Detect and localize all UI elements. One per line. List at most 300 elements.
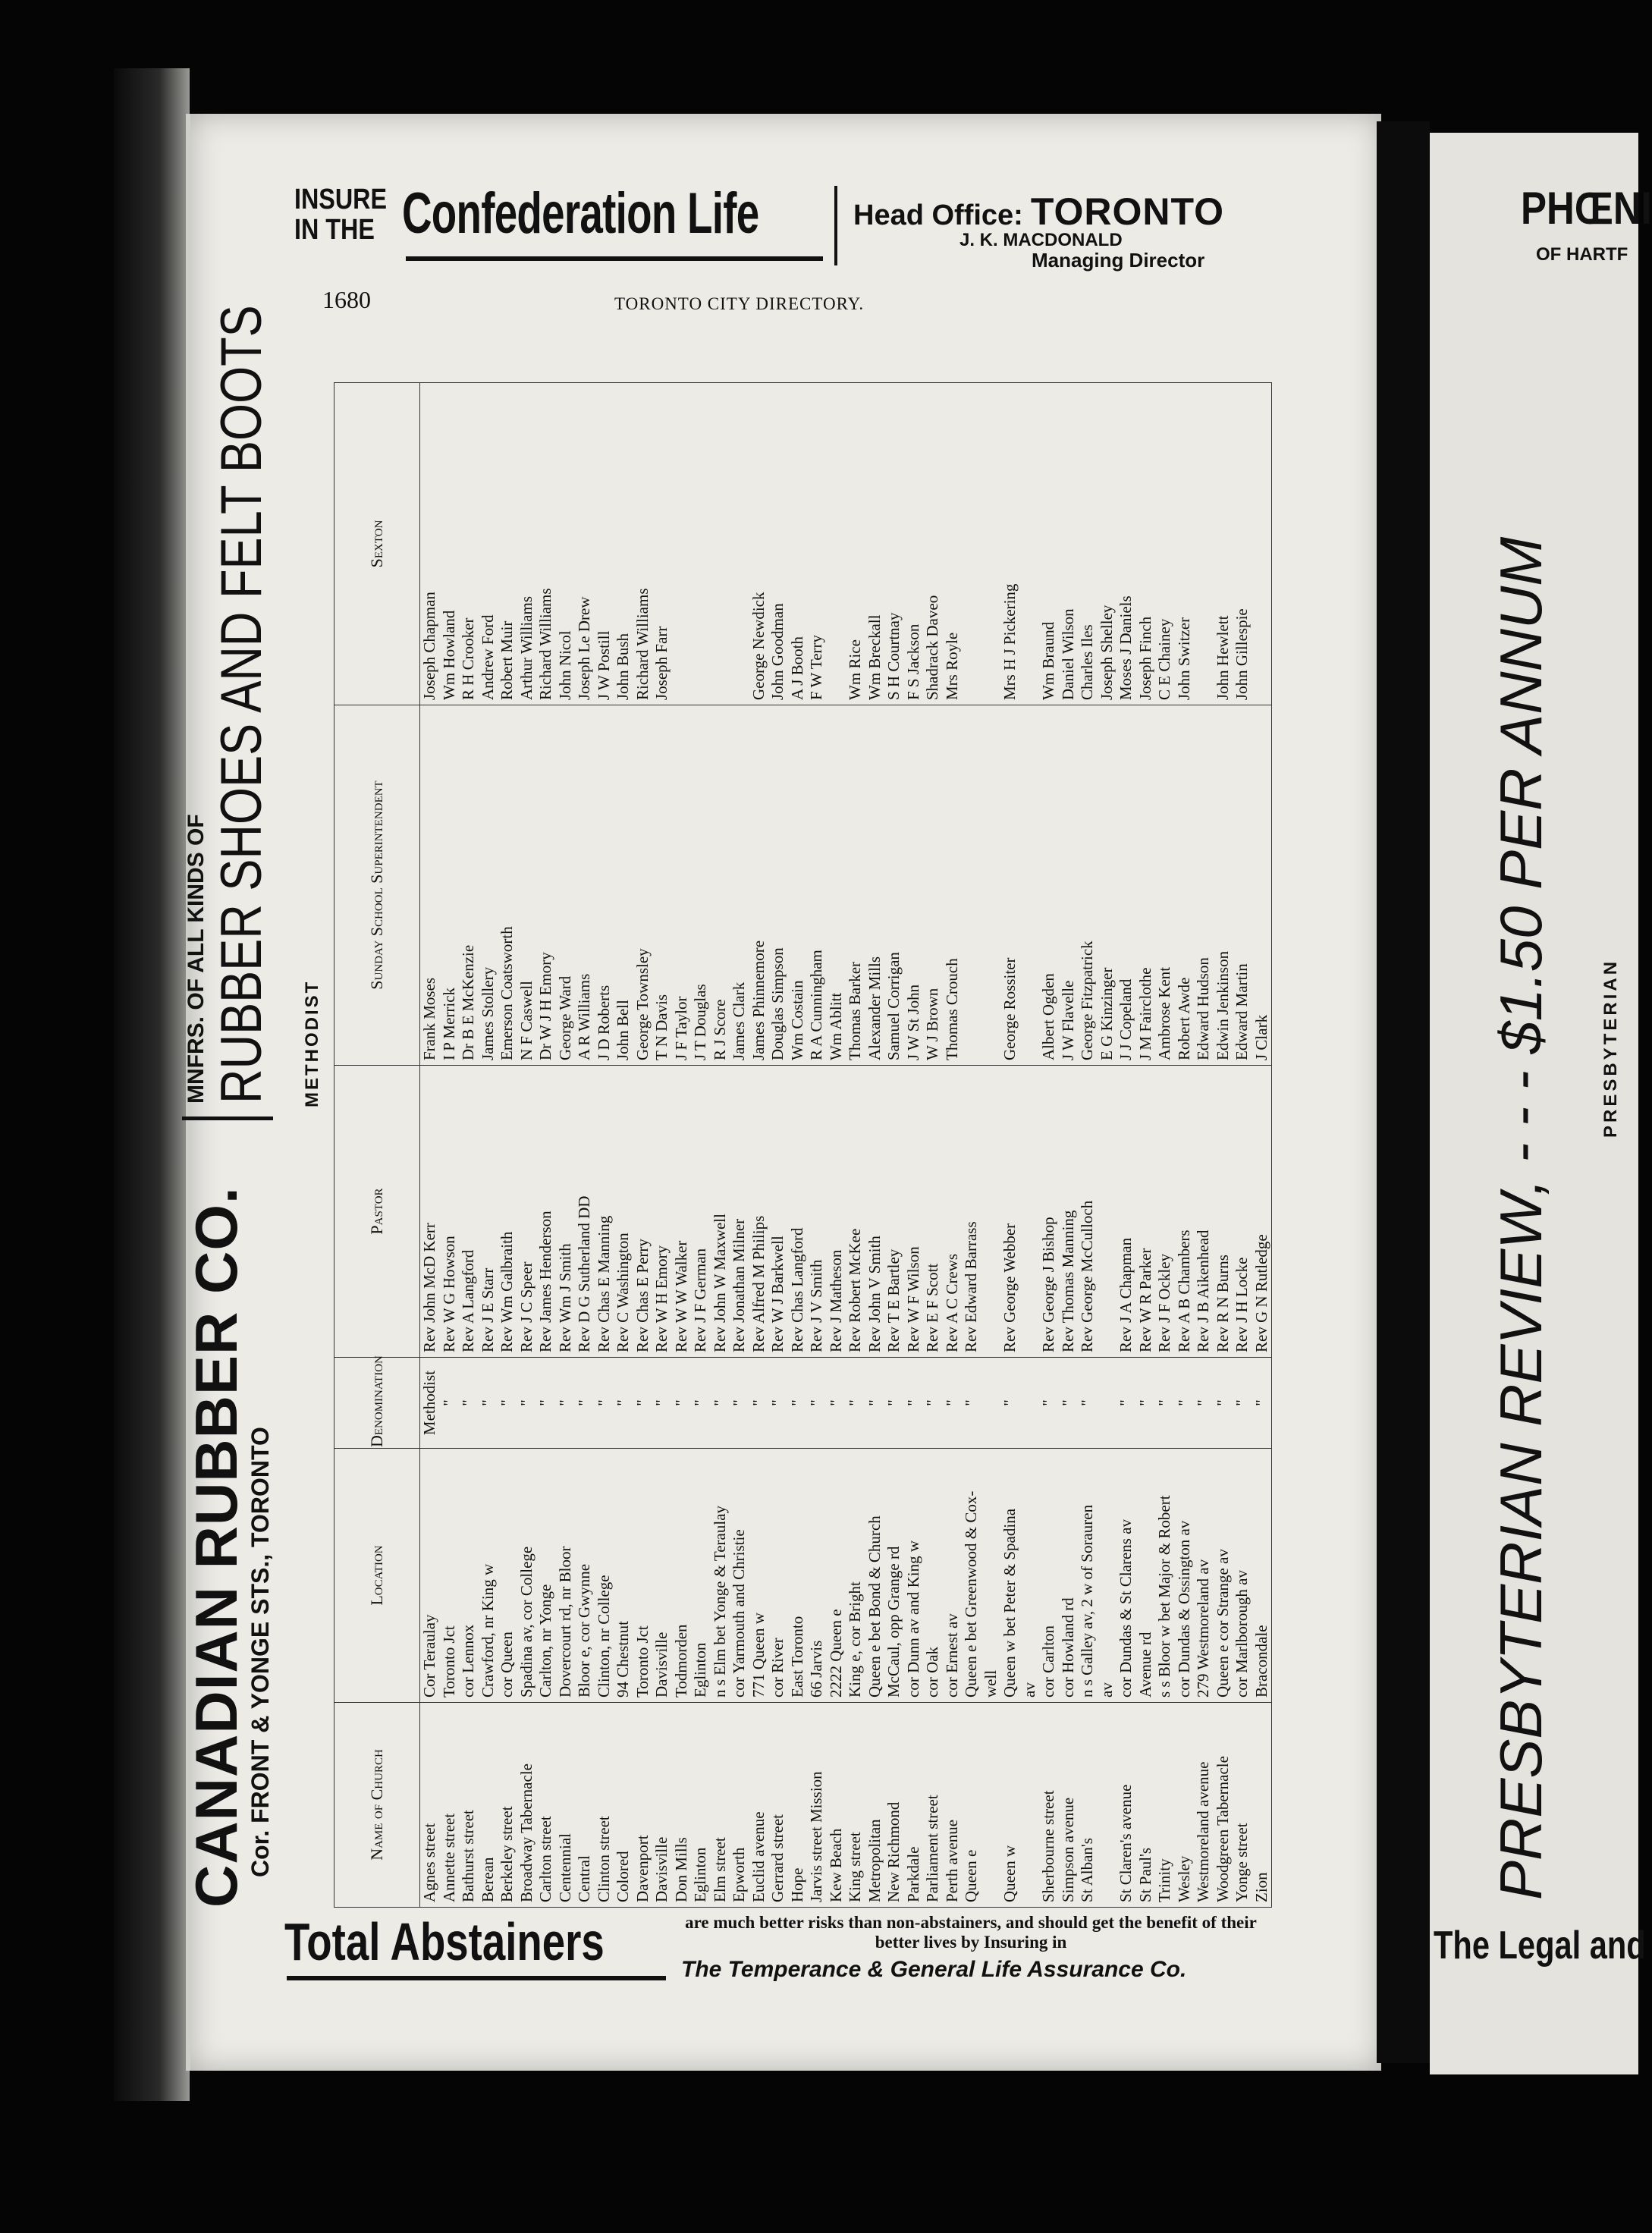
cell-location: n s Elm bet Yonge & Teraulay: [711, 1449, 730, 1703]
cell-location: cor Yarmouth and Christie: [730, 1449, 749, 1703]
column-header-church: Name of Church: [334, 1703, 420, 1908]
cell-superintendent: James Phinnemore: [749, 705, 769, 1066]
table-row: [1175, 383, 1195, 1908]
cell-denomination: ": [633, 1358, 653, 1449]
cell-location: Clinton, nr College: [595, 1449, 614, 1703]
cell-superintendent: J J Copeland: [1117, 705, 1136, 1066]
cell-pastor: Rev J F Ockley: [1155, 1066, 1175, 1358]
rotated-content: [174, 305, 1270, 1908]
cell-denomination: ": [672, 1358, 692, 1449]
cell-pastor: Rev W G Howson: [440, 1066, 460, 1358]
cell-location: King e, cor Bright: [846, 1449, 865, 1703]
cell-pastor: Rev D G Sutherland DD: [575, 1066, 595, 1358]
cell-denomination: [1020, 1358, 1040, 1449]
cell-location: n s Galley av, 2 w of Sorauren: [1078, 1449, 1098, 1703]
cell-church: Hope: [788, 1703, 808, 1908]
cell-sexton: F W Terry: [807, 383, 827, 705]
cell-pastor: Rev R N Burns: [1214, 1066, 1233, 1358]
cell-denomination: ": [1194, 1358, 1214, 1449]
cell-church: Woodgreen Tabernacle: [1214, 1703, 1233, 1908]
table-row: [749, 383, 769, 1908]
cell-superintendent: Samuel Corrigan: [884, 705, 904, 1066]
header-divider: [834, 186, 837, 265]
cell-pastor: Rev E F Scott: [923, 1066, 943, 1358]
cell-sexton: Wm Braund: [1039, 383, 1059, 705]
cell-denomination: ": [691, 1358, 711, 1449]
cell-sexton: John Hewlett: [1214, 383, 1233, 705]
cell-superintendent: J M Fairclothe: [1136, 705, 1156, 1066]
table-row: [633, 383, 653, 1908]
cell-sexton: [1020, 383, 1040, 705]
table-header: [334, 383, 420, 1908]
cell-sexton: [711, 383, 730, 705]
cell-church: Euclid avenue: [749, 1703, 769, 1908]
cell-location: cor River: [768, 1449, 788, 1703]
table-row: [498, 383, 517, 1908]
cell-pastor: Rev John V Smith: [865, 1066, 885, 1358]
cell-sexton: George Newdick: [749, 383, 769, 705]
cell-superintendent: Douglas Simpson: [768, 705, 788, 1066]
cell-pastor: Rev J H Locke: [1233, 1066, 1252, 1358]
cell-superintendent: W J Brown: [923, 705, 943, 1066]
cell-pastor: Rev John McD Kerr: [420, 1066, 440, 1358]
cell-superintendent: J F Taylor: [672, 705, 692, 1066]
cell-denomination: ": [827, 1358, 846, 1449]
cell-church: Carlton street: [536, 1703, 556, 1908]
cell-location: av: [1020, 1449, 1040, 1703]
column-header-denomination: Denomination: [334, 1358, 420, 1449]
table-row: [884, 383, 904, 1908]
cell-denomination: ": [730, 1358, 749, 1449]
cell-sexton: [827, 383, 846, 705]
cell-location: Carlton, nr Yonge: [536, 1449, 556, 1703]
cell-denomination: ": [1136, 1358, 1156, 1449]
cell-sexton: [1252, 383, 1272, 705]
footer-company: The Temperance & General Life Assurance Co.: [681, 1957, 1187, 1982]
cell-denomination: [1098, 1358, 1117, 1449]
cell-denomination: ": [788, 1358, 808, 1449]
table-row: [1039, 383, 1059, 1908]
cell-location: Todmorden: [672, 1449, 692, 1703]
cell-location: Cor Teraulay: [420, 1449, 440, 1703]
cell-church: Perth avenue: [943, 1703, 963, 1908]
cell-superintendent: James Stollery: [479, 705, 498, 1066]
section-title: METHODIST: [302, 979, 322, 1107]
cell-location: 66 Jarvis: [807, 1449, 827, 1703]
cell-location: Queen e bet Greenwood & Cox-: [962, 1449, 981, 1703]
table-row: [807, 383, 827, 1908]
table-row: [1117, 383, 1136, 1908]
footer-headline: Total Abstainers: [284, 1912, 605, 1971]
cell-church: Yonge street: [1233, 1703, 1252, 1908]
cell-church: Broadway Tabernacle: [517, 1703, 537, 1908]
cell-denomination: ": [711, 1358, 730, 1449]
cell-church: Gerrard street: [768, 1703, 788, 1908]
cell-location: cor Dundas & St Clarens av: [1117, 1449, 1136, 1703]
table-row: [1059, 383, 1079, 1908]
cell-sexton: Robert Muir: [498, 383, 517, 705]
cell-sexton: Wm Howland: [440, 383, 460, 705]
table-row: [788, 383, 808, 1908]
table-row: [575, 383, 595, 1908]
cell-sexton: Joseph Shelley: [1098, 383, 1117, 705]
cell-denomination: ": [749, 1358, 769, 1449]
cell-church: St Claren's avenue: [1117, 1703, 1136, 1908]
cell-superintendent: John Bell: [614, 705, 633, 1066]
table-row: [943, 383, 963, 1908]
footer-text: are much better risks than non-abstainers, and should get the benefit of their better lives by Insuring in: [685, 1913, 1257, 1952]
table-row: [1078, 383, 1098, 1908]
column-header-superintendent: Sunday School Superintendent: [334, 705, 420, 1066]
cell-superintendent: N F Caswell: [517, 705, 537, 1066]
table-row: [1194, 383, 1214, 1908]
cell-denomination: ": [1233, 1358, 1252, 1449]
table-row: [479, 383, 498, 1908]
cell-pastor: Rev W J Barkwell: [768, 1066, 788, 1358]
table-row: [1000, 383, 1020, 1908]
cell-location: Queen e bet Bond & Church: [865, 1449, 885, 1703]
table-row: [517, 383, 537, 1908]
column-header-location: Location: [334, 1449, 420, 1703]
cell-location: s s Bloor w bet Major & Robert: [1155, 1449, 1175, 1703]
table-body: [420, 383, 1272, 1908]
presbyterian-review-ad: PRESBYTERIAN REVIEW, - - - $1.50 PER ANNUM: [1487, 536, 1554, 1900]
cell-sexton: Mrs Royle: [943, 383, 963, 705]
cell-superintendent: Ambrose Kent: [1155, 705, 1175, 1066]
cell-pastor: [1098, 1066, 1117, 1358]
cell-location: cor Queen: [498, 1449, 517, 1703]
table-row: [730, 383, 749, 1908]
cell-denomination: ": [1039, 1358, 1059, 1449]
title-underline: [406, 256, 823, 261]
cell-sexton: [672, 383, 692, 705]
cell-pastor: Rev Wm Galbraith: [498, 1066, 517, 1358]
cell-denomination: ": [1000, 1358, 1020, 1449]
cell-pastor: Rev John W Maxwell: [711, 1066, 730, 1358]
cell-denomination: ": [1252, 1358, 1272, 1449]
cell-denomination: ": [865, 1358, 885, 1449]
cell-church: Davenport: [633, 1703, 653, 1908]
cell-superintendent: Edwin Jenkinson: [1214, 705, 1233, 1066]
cell-pastor: Rev G N Rutledge: [1252, 1066, 1272, 1358]
table-row: [556, 383, 576, 1908]
cell-superintendent: Dr W J H Emory: [536, 705, 556, 1066]
cell-location: cor Lennox: [459, 1449, 479, 1703]
cell-pastor: Rev Edward Barrass: [962, 1066, 981, 1358]
cell-denomination: ": [1078, 1358, 1098, 1449]
cell-superintendent: R J Score: [711, 705, 730, 1066]
cell-denomination: ": [614, 1358, 633, 1449]
side-ad-products: RUBBER SHOES AND FELT BOOTS: [209, 305, 274, 1104]
table-row: [595, 383, 614, 1908]
table-row: [711, 383, 730, 1908]
table-row: [923, 383, 943, 1908]
side-ad-divider: [182, 1116, 273, 1120]
cell-location: Avenue rd: [1136, 1449, 1156, 1703]
cell-sexton: Wm Rice: [846, 383, 865, 705]
table-row: [1136, 383, 1156, 1908]
cell-sexton: John Bush: [614, 383, 633, 705]
cell-location: cor Carlton: [1039, 1449, 1059, 1703]
right-section-title: PRESBYTERIAN: [1600, 958, 1621, 1138]
cell-superintendent: Alexander Mills: [865, 705, 885, 1066]
cell-sexton: F S Jackson: [904, 383, 924, 705]
cell-superintendent: T N Davis: [652, 705, 672, 1066]
cell-sexton: Joseph Le Drew: [575, 383, 595, 705]
cell-sexton: Shadrack Daveo: [923, 383, 943, 705]
cell-location: cor Howland rd: [1059, 1449, 1079, 1703]
cell-church: St Alban's: [1078, 1703, 1098, 1908]
cell-church: Kew Beach: [827, 1703, 846, 1908]
cell-denomination: ": [768, 1358, 788, 1449]
cell-pastor: Rev A C Crews: [943, 1066, 963, 1358]
cell-church: Parliament street: [923, 1703, 943, 1908]
side-ad-address: Cor. FRONT & YONGE STS., TORONTO: [247, 1427, 274, 1877]
cell-location: cor Dundas & Ossington av: [1175, 1449, 1195, 1703]
cell-church: Queen w: [1000, 1703, 1020, 1908]
cell-location: 771 Queen w: [749, 1449, 769, 1703]
cell-pastor: Rev Jonathan Milner: [730, 1066, 749, 1358]
cell-sexton: Richard Williams: [536, 383, 556, 705]
cell-denomination: ": [904, 1358, 924, 1449]
table-row: [962, 383, 981, 1908]
cell-superintendent: George Townsley: [633, 705, 653, 1066]
cell-sexton: [981, 383, 1001, 705]
cell-denomination: ": [556, 1358, 576, 1449]
cell-denomination: ": [943, 1358, 963, 1449]
cell-church: Sherbourne street: [1039, 1703, 1059, 1908]
cell-superintendent: E G Kinzinger: [1098, 705, 1117, 1066]
cell-superintendent: R A Cunningham: [807, 705, 827, 1066]
cell-denomination: ": [479, 1358, 498, 1449]
cell-denomination: ": [962, 1358, 981, 1449]
cell-pastor: Rev J A Chapman: [1117, 1066, 1136, 1358]
cell-superintendent: [962, 705, 981, 1066]
running-title: TORONTO CITY DIRECTORY.: [614, 294, 865, 313]
cell-superintendent: Albert Ogden: [1039, 705, 1059, 1066]
cell-location: well: [981, 1449, 1001, 1703]
cell-denomination: ": [575, 1358, 595, 1449]
cell-location: East Toronto: [788, 1449, 808, 1703]
cell-church: Davisville: [652, 1703, 672, 1908]
footer-underline: [287, 1976, 666, 1980]
cell-sexton: S H Courtnay: [884, 383, 904, 705]
cell-denomination: ": [652, 1358, 672, 1449]
right-page-footer: The Legal and: [1434, 1924, 1646, 1968]
cell-sexton: Moses J Daniels: [1117, 383, 1136, 705]
cell-superintendent: J T Douglas: [691, 705, 711, 1066]
cell-pastor: [981, 1066, 1001, 1358]
cell-church: St Paul's: [1136, 1703, 1156, 1908]
cell-location: 94 Chestnut: [614, 1449, 633, 1703]
cell-location: 279 Westmoreland av: [1194, 1449, 1214, 1703]
cell-pastor: Rev Wm J Smith: [556, 1066, 576, 1358]
cell-denomination: ": [1214, 1358, 1233, 1449]
cell-pastor: Rev A Langford: [459, 1066, 479, 1358]
cell-location: Toronto Jct: [633, 1449, 653, 1703]
head-office: Head Office: TORONTO: [853, 190, 1224, 233]
cell-church: Wesley: [1175, 1703, 1195, 1908]
cell-church: Bathurst street: [459, 1703, 479, 1908]
cell-pastor: Rev W R Parker: [1136, 1066, 1156, 1358]
cell-location: Queen w bet Peter & Spadina: [1000, 1449, 1020, 1703]
cell-location: cor Dunn av and King w: [904, 1449, 924, 1703]
cell-location: Dovercourt rd, nr Bloor: [556, 1449, 576, 1703]
cell-church: Parkdale: [904, 1703, 924, 1908]
cell-sexton: John Nicol: [556, 383, 576, 705]
cell-church: Annette street: [440, 1703, 460, 1908]
cell-pastor: Rev Chas E Manning: [595, 1066, 614, 1358]
cell-denomination: ": [459, 1358, 479, 1449]
cell-superintendent: Robert Awde: [1175, 705, 1195, 1066]
cell-location: Bracondale: [1252, 1449, 1272, 1703]
cell-superintendent: Thomas Crouch: [943, 705, 963, 1066]
column-header-sexton: Sexton: [334, 383, 420, 705]
cell-sexton: Arthur Williams: [517, 383, 537, 705]
cell-church: Zion: [1252, 1703, 1272, 1908]
cell-location: Crawford, nr King w: [479, 1449, 498, 1703]
cell-pastor: Rev Robert McKee: [846, 1066, 865, 1358]
cell-superintendent: I P Merrick: [440, 705, 460, 1066]
cell-location: Toronto Jct: [440, 1449, 460, 1703]
cell-sexton: John Switzer: [1175, 383, 1195, 705]
cell-church: Epworth: [730, 1703, 749, 1908]
cell-location: cor Oak: [923, 1449, 943, 1703]
cell-pastor: Rev J E Starr: [479, 1066, 498, 1358]
cell-church: [1098, 1703, 1117, 1908]
cell-denomination: ": [536, 1358, 556, 1449]
cell-denomination: ": [517, 1358, 537, 1449]
table-row: [691, 383, 711, 1908]
cell-pastor: Rev J V Smith: [807, 1066, 827, 1358]
cell-superintendent: George Fitzpatrick: [1078, 705, 1098, 1066]
page-gutter: [1377, 121, 1430, 2063]
cell-pastor: Rev J F German: [691, 1066, 711, 1358]
cell-location: av: [1098, 1449, 1117, 1703]
table-row: [614, 383, 633, 1908]
cell-church: Berkeley street: [498, 1703, 517, 1908]
cell-sexton: [730, 383, 749, 705]
cell-sexton: Mrs H J Pickering: [1000, 383, 1020, 705]
table-row: [536, 383, 556, 1908]
cell-pastor: Rev J B Aikenhead: [1194, 1066, 1214, 1358]
cell-pastor: Rev Chas E Perry: [633, 1066, 653, 1358]
cell-superintendent: Edward Hudson: [1194, 705, 1214, 1066]
cell-pastor: Rev W F Wilson: [904, 1066, 924, 1358]
cell-denomination: ": [807, 1358, 827, 1449]
cell-church: Westmoreland avenue: [1194, 1703, 1214, 1908]
cell-denomination: ": [1175, 1358, 1195, 1449]
cell-church: [981, 1703, 1001, 1908]
cell-superintendent: A R Williams: [575, 705, 595, 1066]
cell-pastor: [1020, 1066, 1040, 1358]
cell-pastor: Rev T E Bartley: [884, 1066, 904, 1358]
cell-church: Don Mills: [672, 1703, 692, 1908]
cell-denomination: ": [440, 1358, 460, 1449]
cell-denomination: ": [1117, 1358, 1136, 1449]
cell-church: Clinton street: [595, 1703, 614, 1908]
cell-superintendent: [1020, 705, 1040, 1066]
cell-superintendent: Wm Costain: [788, 705, 808, 1066]
cell-sexton: Joseph Farr: [652, 383, 672, 705]
cell-location: Davisville: [652, 1449, 672, 1703]
table-row: [420, 383, 440, 1908]
cell-pastor: Rev George Webber: [1000, 1066, 1020, 1358]
cell-church: Elm street: [711, 1703, 730, 1908]
cell-sexton: J W Postill: [595, 383, 614, 705]
cell-sexton: Andrew Ford: [479, 383, 498, 705]
cell-superintendent: Wm Ablitt: [827, 705, 846, 1066]
side-ad-tagline: MNFRS. OF ALL KINDS OF: [184, 814, 209, 1104]
cell-pastor: Rev Chas Langford: [788, 1066, 808, 1358]
cell-sexton: Daniel Wilson: [1059, 383, 1079, 705]
cell-church: Simpson avenue: [1059, 1703, 1079, 1908]
cell-sexton: [691, 383, 711, 705]
cell-location: Spadina av, cor College: [517, 1449, 537, 1703]
cell-pastor: Rev J C Speer: [517, 1066, 537, 1358]
cell-pastor: Rev George J Bishop: [1039, 1066, 1059, 1358]
cell-denomination: [981, 1358, 1001, 1449]
cell-superintendent: Dr B E McKenzie: [459, 705, 479, 1066]
table-row: [652, 383, 672, 1908]
cell-pastor: Rev James Henderson: [536, 1066, 556, 1358]
cell-denomination: ": [1059, 1358, 1079, 1449]
page-number: 1680: [322, 286, 371, 313]
cell-superintendent: J W St John: [904, 705, 924, 1066]
cell-sexton: John Goodman: [768, 383, 788, 705]
table-row: [1020, 383, 1040, 1908]
right-page-rotated: [1487, 345, 1638, 1900]
cell-pastor: Rev Alfred M Philips: [749, 1066, 769, 1358]
right-page-subtitle: OF HARTF: [1536, 244, 1628, 265]
cell-pastor: Rev A B Chambers: [1175, 1066, 1195, 1358]
side-ad-company: CANADIAN RUBBER CO.: [183, 1186, 250, 1908]
cell-superintendent: George Rossiter: [1000, 705, 1020, 1066]
cell-location: McCaul, opp Grange rd: [884, 1449, 904, 1703]
cell-location: Bloor e, cor Gwynne: [575, 1449, 595, 1703]
cell-sexton: [1194, 383, 1214, 705]
cell-church: King street: [846, 1703, 865, 1908]
cell-church: Eglinton: [691, 1703, 711, 1908]
cell-location: Eglinton: [691, 1449, 711, 1703]
cell-sexton: R H Crooker: [459, 383, 479, 705]
column-header-pastor: Pastor: [334, 1066, 420, 1358]
cell-superintendent: Frank Moses: [420, 705, 440, 1066]
cell-church: [1020, 1703, 1040, 1908]
cell-church: Central: [575, 1703, 595, 1908]
table-row: [459, 383, 479, 1908]
cell-location: Queen e cor Strange av: [1214, 1449, 1233, 1703]
table-row: [904, 383, 924, 1908]
cell-church: Berean: [479, 1703, 498, 1908]
cell-sexton: Charles Iles: [1078, 383, 1098, 705]
cell-superintendent: [981, 705, 1001, 1066]
manager-name: J. K. MACDONALD: [959, 230, 1123, 250]
table-row: [440, 383, 460, 1908]
cell-pastor: Rev W H Emory: [652, 1066, 672, 1358]
cell-location: cor Marlborough av: [1233, 1449, 1252, 1703]
cell-church: Trinity: [1155, 1703, 1175, 1908]
cell-pastor: Rev George McCulloch: [1078, 1066, 1098, 1358]
cell-superintendent: Edward Martin: [1233, 705, 1252, 1066]
table-row: [846, 383, 865, 1908]
cell-church: New Richmond: [884, 1703, 904, 1908]
cell-sexton: A J Booth: [788, 383, 808, 705]
insure-label: INSURE IN THE: [294, 184, 388, 246]
table-row: [1214, 383, 1233, 1908]
cell-church: Centennial: [556, 1703, 576, 1908]
cell-pastor: Rev C Washington: [614, 1066, 633, 1358]
